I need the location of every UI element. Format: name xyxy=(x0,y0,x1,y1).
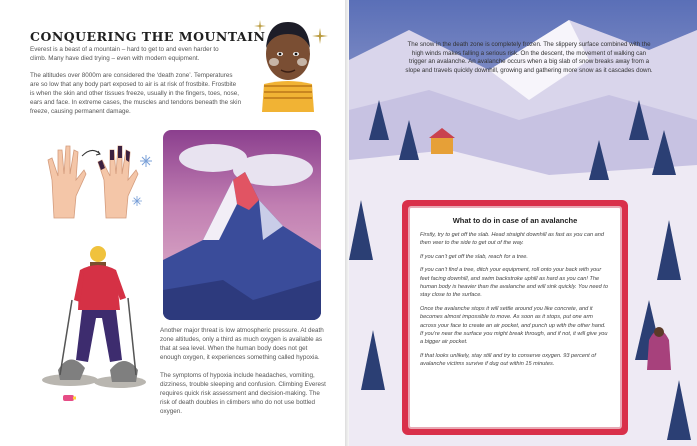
left-page xyxy=(0,0,345,446)
avalanche-tips-card xyxy=(402,200,628,435)
snowflake-icon xyxy=(140,155,152,167)
death-zone-paragraph: The altitudes over 8000m are considered the ‘death zone’. Temperatures are so low that any body part exposed to air is at risk of frostbite. Frostbite is when the skin and other tissues freeze, usually in the fingers, toes, nose, ears and face. In extreme cases, the muscles and tendons beneath the skin freeze, causing permanent damage. xyxy=(30,72,242,115)
avalanche-tip: If you can’t find a tree, ditch your equipment, roll onto your back with your feet facing downhill, and swim backstroke uphill as hard as you can! The human body is heavier than the avalanche and will sink quickly. You need to stay close to the surface. xyxy=(420,267,608,299)
everest-summit-illustration xyxy=(163,130,321,320)
avalanche-tip: If you can’t get off the slab, reach for a tree. xyxy=(420,253,528,260)
atmospheric-pressure-paragraph: Another major threat is low atmospheric pressure. At death zone altitudes, only a third as much oxygen is available as that at sea level. When the human body does not get enough oxygen, it experiences something called hypoxia. xyxy=(160,327,324,361)
snowflake-icon xyxy=(132,196,142,206)
avalanche-tip: If that looks unlikely, stay still and try to conserve oxygen. 93 percent of avalanche victims survive if dug out within 15 minutes. xyxy=(420,352,596,368)
sparkle-icon xyxy=(254,20,266,32)
avalanche-tips-card-body xyxy=(408,206,622,429)
dropped-oxygen-bottle-icon xyxy=(62,393,76,403)
mountain-climber-illustration xyxy=(40,240,150,390)
avalanche-tips-title: What to do in case of an avalanche xyxy=(452,216,578,225)
right-page xyxy=(349,0,697,446)
avalanche-tip: Once the avalanche stops it will settle around you like concrete, and it becomes almost impossible to move. As soon as it stops, put one arm across your face to create an air pocket, and punch up with the other hand. If you’re near the surface you might break through, and if not, it will give you a bigger air pocket. xyxy=(420,305,608,346)
avalanche-intro-text: The snow in the death zone is completely frozen. The slippery surface combined with the high winds makes falling a serious risk. On the descent, the movement of walking can trigger an avalanche. An avalanche occurs when a big slab of snow breaks away from a slope and travels quickly downhill, growing and gathering more snow as it cascades down. xyxy=(405,41,653,75)
avalanche-tip: Firstly, try to get off the slab. Head straight downhill as fast as you can and then veer to the side to get out of the way. xyxy=(420,232,604,247)
frostbite-hands-illustration xyxy=(40,140,150,220)
hypoxia-paragraph: The symptoms of hypoxia include headaches, vomiting, dizziness, trouble sleeping and confusion. Climbing Everest requires quick risk assessment and decision-making. The risk of death doubles in climbers who do not use bottled oxygen. xyxy=(160,372,326,415)
page-title: CONQUERING THE MOUNTAIN xyxy=(30,29,266,44)
intro-paragraph: Everest is a beast of a mountain – hard to get to and even harder to climb. Many have died trying – even with modern equipment. xyxy=(30,46,219,62)
sparkle-icon xyxy=(312,28,328,44)
